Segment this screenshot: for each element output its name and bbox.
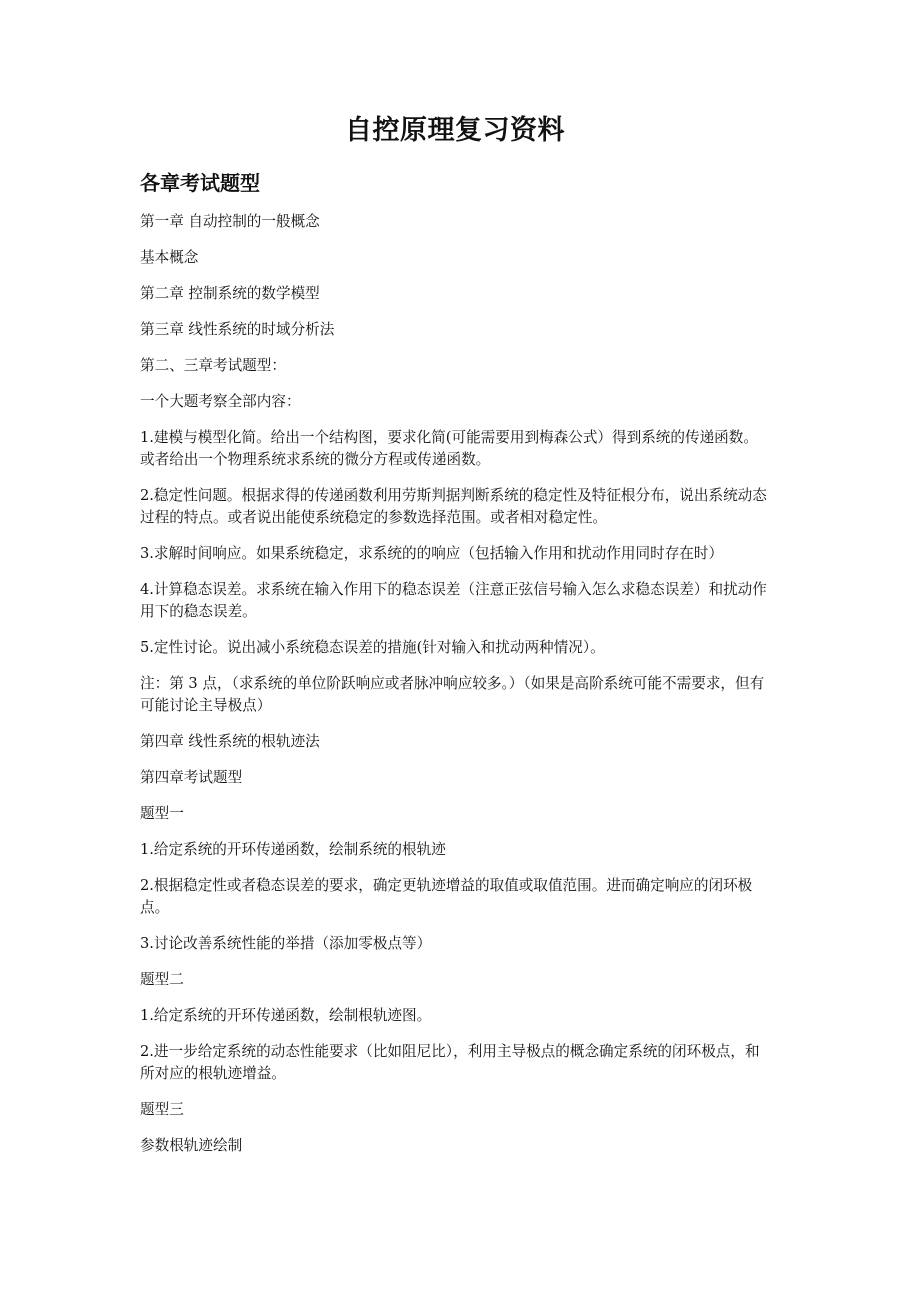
paragraph-chapter-4: 第四章 线性系统的根轨迹法 (140, 733, 320, 750)
paragraph-item-time-response: 3.求解时间响应。如果系统稳定，求系统的的响应（包括输入作用和扰动作用同时存在时） (140, 545, 724, 562)
section-heading: 各章考试题型 (140, 171, 260, 195)
paragraph-parameter-root-locus: 参数根轨迹绘制 (140, 1137, 243, 1154)
paragraph-type1-item-1: 1.给定系统的开环传递函数，绘制系统的根轨迹 (140, 841, 446, 858)
paragraph-chapter-3: 第三章 线性系统的时域分析法 (140, 321, 335, 338)
paragraph-type-3: 题型三 (140, 1101, 184, 1118)
paragraph-item-modeling: 1.建模与模型化简。给出一个结构图，要求化简(可能需要用到梅森公式）得到系统的传递函数。或者给出一个物理系统求系统的微分方程或传递函数。 (140, 429, 758, 468)
paragraph-chapter-1: 第一章 自动控制的一般概念 (140, 213, 320, 230)
paragraph-type-1: 题型一 (140, 805, 184, 822)
paragraph-type2-item-1: 1.给定系统的开环传递函数，绘制根轨迹图。 (140, 1007, 432, 1024)
paragraph-item-qualitative: 5.定性讨论。说出减小系统稳态误差的措施(针对输入和扰动两种情况）。 (140, 639, 605, 656)
paragraph-type2-item-2: 2.进一步给定系统的动态性能要求（比如阻尼比），利用主导极点的概念确定系统的闭环极点，和所对应的根轨迹增益。 (140, 1043, 760, 1082)
paragraph-type1-item-3: 3.讨论改善系统性能的举措（添加零极点等） (140, 935, 432, 952)
paragraph-ch4-question-types: 第四章考试题型 (140, 769, 243, 786)
paragraph-big-question: 一个大题考察全部内容： (140, 393, 301, 410)
paragraph-ch2-3-question-types: 第二、三章考试题型： (140, 357, 286, 374)
paragraph-item-steady-error: 4.计算稳态误差。求系统在输入作用下的稳态误差（注意正弦信号输入怎么求稳态误差）和扰动作用下的稳态误差。 (140, 581, 767, 620)
paragraph-type-2: 题型二 (140, 971, 184, 988)
document-title: 自控原理复习资料 (345, 115, 565, 146)
paragraph-basic-concepts: 基本概念 (140, 249, 199, 266)
document-body (140, 211, 770, 1157)
paragraph-type1-item-2: 2.根据稳定性或者稳态误差的要求，确定更轨迹增益的取值或取值范围。进而确定响应的闭环极点。 (140, 877, 753, 916)
paragraph-note: 注：第 3 点，（求系统的单位阶跃响应或者脉冲响应较多。）（如果是高阶系统可能不需要求，但有可能讨论主导极点） (140, 675, 765, 714)
paragraph-chapter-2: 第二章 控制系统的数学模型 (140, 285, 320, 302)
paragraph-item-stability: 2.稳定性问题。根据求得的传递函数利用劳斯判据判断系统的稳定性及特征根分布，说出系统动态过程的特点。或者说出能使系统稳定的参数选择范围。或者相对稳定性。 (140, 487, 767, 526)
